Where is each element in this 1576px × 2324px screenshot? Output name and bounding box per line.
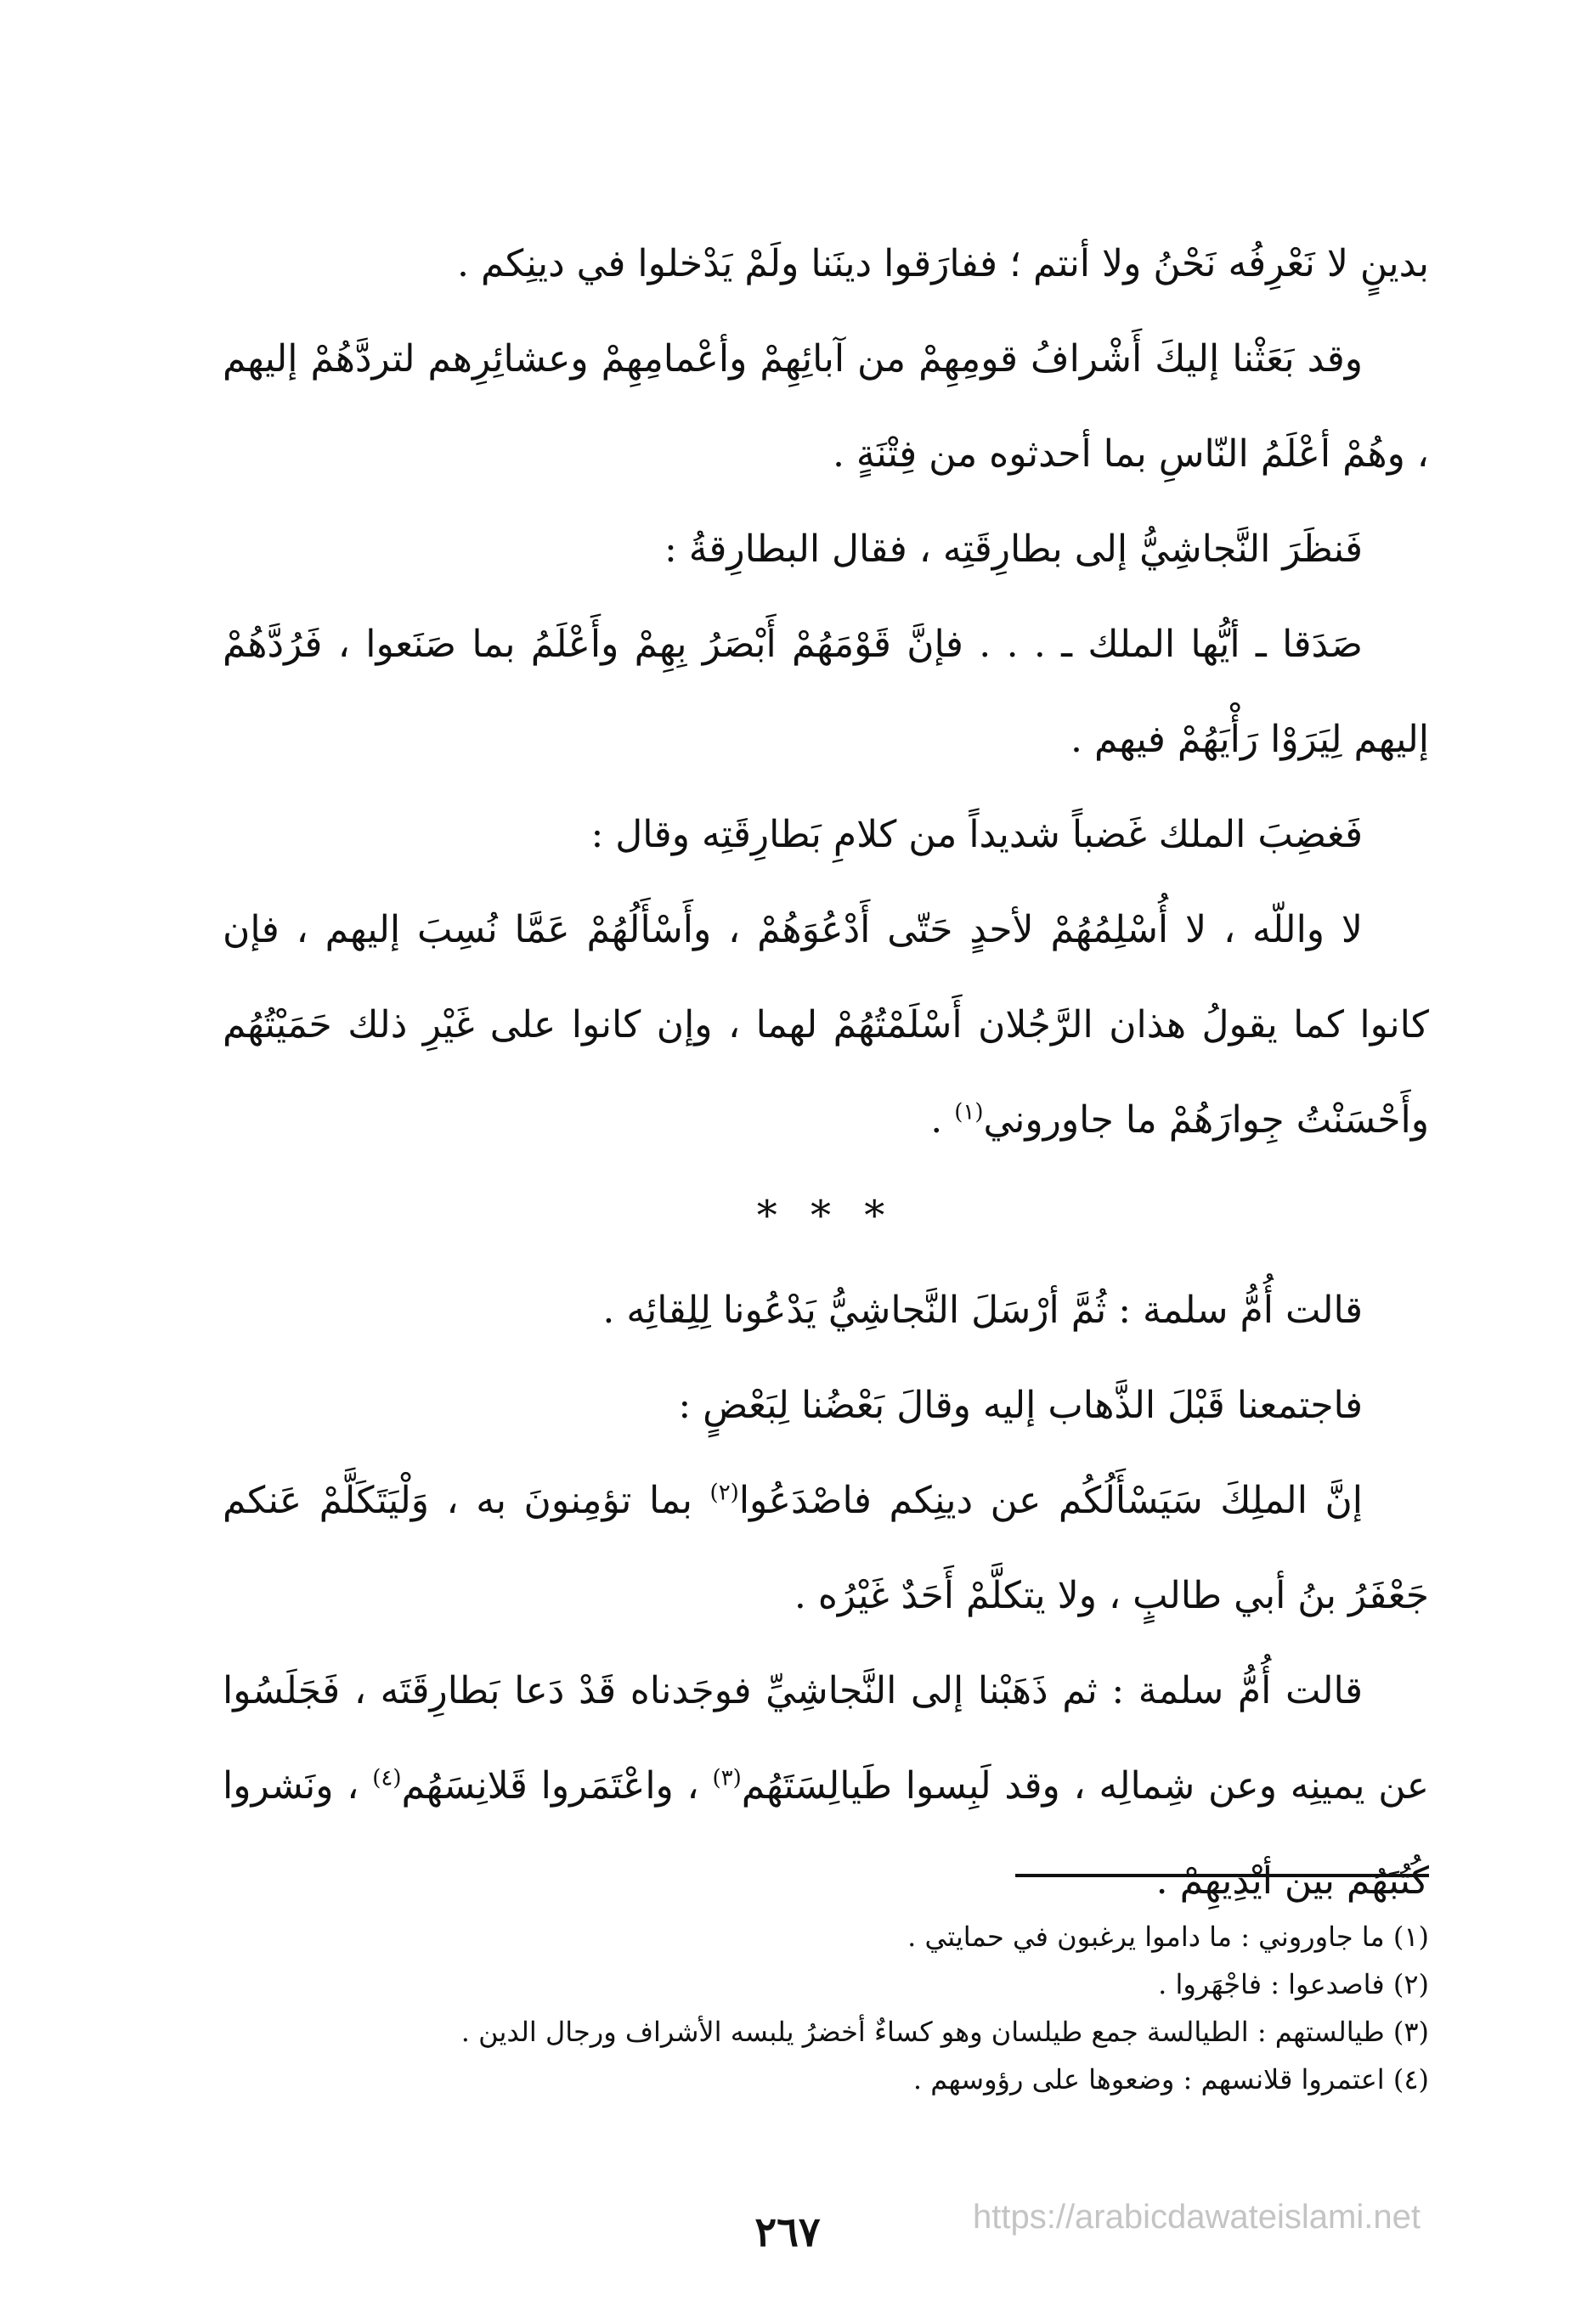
footnote-2: (٢) فاصدعوا : فاجْهَروا . [1158, 1968, 1429, 2000]
footnotes [223, 1913, 1429, 2103]
paragraph-4: صَدَقا ـ أيُّها الملك ـ . . . فإنَّ قَوْمَهُمْ أَبْصَرُ بِهِمْ وأَعْلَمُ بما صَنَعوا ، فَرُدَّهُمْ إليهم لِيَرَوْا رَأْيَهُمْ فيهم . [223, 623, 1429, 761]
paragraph-10 [223, 1644, 1429, 1929]
paragraph-5: فَغضِبَ الملك غَضباً شديداً من كلامِ بَطارِقَتِه وقال : [590, 813, 1363, 856]
page-number: ٢٦٧ [754, 2208, 821, 2256]
paragraph-6 [223, 883, 1429, 1168]
footnote-ref-2: (٢) [709, 1480, 739, 1506]
paragraph-10-mid: ، واعْتَمَروا قَلانِسَهُم [401, 1764, 713, 1808]
section-separator: * * * [756, 1192, 895, 1239]
paragraph-2: وقد بَعَثْنا إليكَ أَشْرافُ قومِهِمْ من آبائِهِمْ وأعْمامِهِمْ وعشائِرِهم لتردَّهُمْ إليهم ، وهُمْ أعْلَمُ النّاسِ بما أحدثوه من فِتْنَةٍ . [223, 337, 1429, 476]
paragraph-1: بدينٍ لا نَعْرِفُه نَحْنُ ولا أنتم ؛ ففارَقوا دينَنا ولَمْ يَدْخلوا في دينِكم . [457, 242, 1429, 285]
footnote-ref-3: (٣) [712, 1765, 742, 1791]
paragraph-6-text: لا واللّه ، لا أُسْلِمُهُمْ لأحدٍ حَتّى أَدْعُوَهُمْ ، وأَسْأَلُهُمْ عَمَّا نُسِبَ إليهم ، فإن كانوا كما يقولُ هذان الرَّجُلان أَسْلَمْتُهُمْ لهما ، وإن كانوا على غَيْرِ ذلك حَمَيْتُهُم وأَحْسَنْتُ جِوارَهُمْ ما جاوروني [223, 908, 1429, 1142]
paragraph-10-tail: ، ونَشروا كُتُبَهُم بين أيْدِيهِمْ . [223, 1764, 1429, 1903]
footnote-4: (٤) اعتمروا قلانسهم : وضعوها على رؤوسهم . [912, 2063, 1429, 2096]
paragraph-3: فَنظَرَ النَّجاشِيُّ إلى بطارِقَتِه ، فقال البطارِقةُ : [664, 527, 1363, 571]
paragraph-6-tail: . [930, 1098, 955, 1142]
footnote-ref-1: (١) [954, 1099, 984, 1125]
footnote-divider [1015, 1874, 1429, 1877]
footnote-1: (١) ما جاوروني : ما داموا يرغبون في حمايتي . [907, 1921, 1429, 1953]
paragraph-9-text: إنَّ الملِكَ سَيَسْأَلُكُم عن دينِكم فاصْدَعُوا [738, 1479, 1363, 1522]
watermark-url: https://arabicdawateislami.net [973, 2198, 1421, 2236]
main-text [223, 217, 1429, 1929]
paragraph-9-tail: بما تؤمِنونَ به ، وَلْيَتَكَلَّمْ عَنكم جَعْفَرُ بنُ أبي طالبٍ ، ولا يتكلَّمْ أَحَدٌ غَيْرُه . [223, 1479, 1429, 1617]
footnote-3: (٣) طيالستهم : الطيالسة جمع طيلسان وهو كساءٌ أخضرُ يلبسه الأشراف ورجال الدين . [460, 2016, 1429, 2048]
paragraph-10-text: قالت أُمُّ سلمة : ثم ذَهَبْنا إلى النَّجاشِيِّ فوجَدناه قَدْ دَعا بَطارِقَتَه ، فَجَلَسُوا عن يمينِه وعن شِمالِه ، وقد لَبِسوا طَيالِسَتَهُم [223, 1669, 1430, 1808]
paragraph-9 [223, 1453, 1429, 1644]
paragraph-8: فاجتمعنا قَبْلَ الذَّهاب إليه وقالَ بَعْضُنا لِبَعْضٍ : [678, 1384, 1363, 1427]
paragraph-7: قالت أُمُّ سلمة : ثُمَّ أرْسَلَ النَّجاشِيُّ يَدْعُونا لِلِقائِه . [602, 1289, 1363, 1332]
footnote-ref-4: (٤) [372, 1765, 402, 1791]
